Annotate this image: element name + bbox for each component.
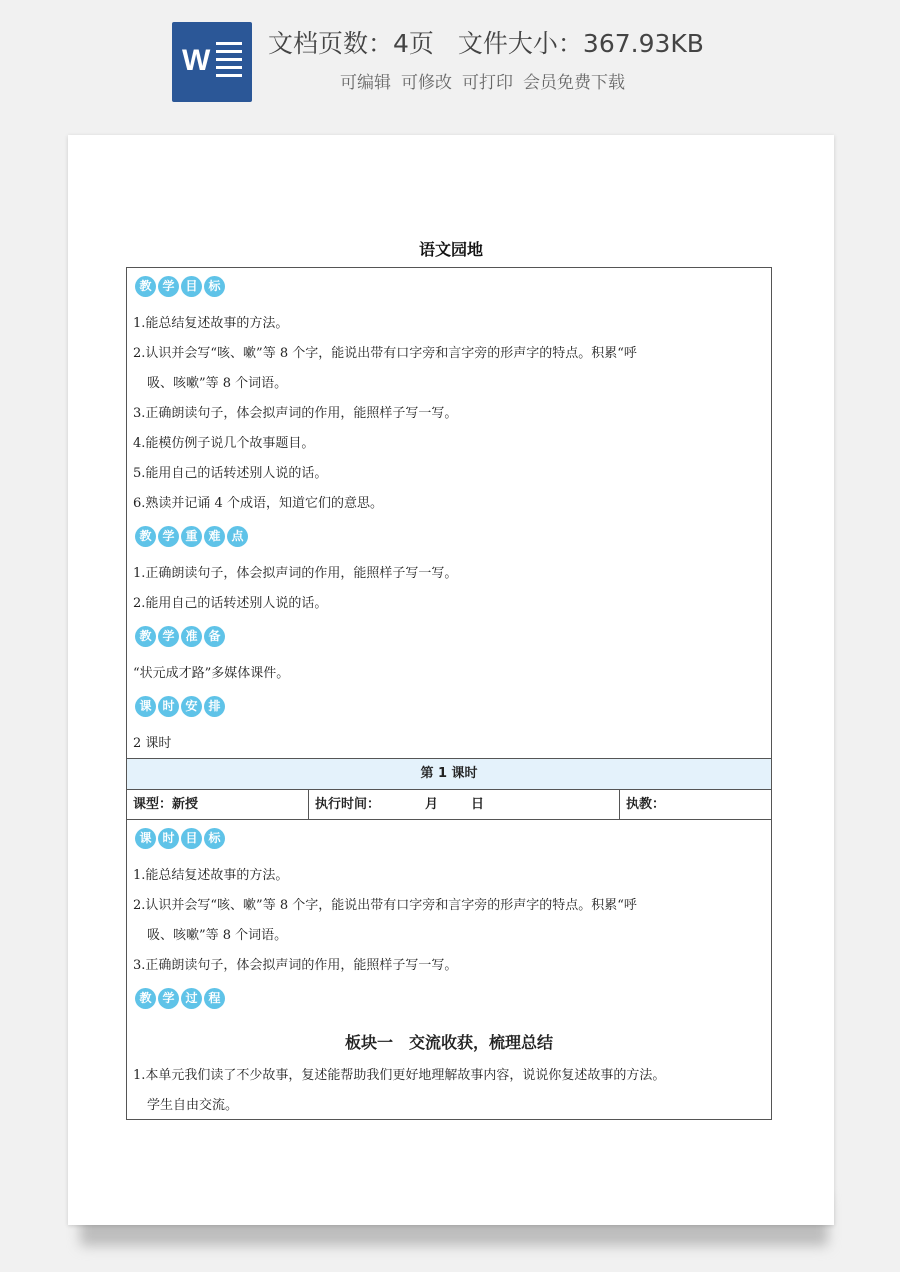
lesson-type: 课型：新授 <box>133 797 199 812</box>
word-icon <box>172 22 252 102</box>
section-key-points <box>135 526 250 547</box>
section-preparation <box>135 626 227 647</box>
preparation-text: “状元成才路”多媒体课件。 <box>133 666 290 681</box>
period-goal-line: 吸、咳嗽”等 8 个词语。 <box>147 928 288 943</box>
section-badge-char: 课 <box>135 828 156 849</box>
block-title: 板块一 交流收获，梳理总结 <box>344 1033 553 1052</box>
section-badge-char: 程 <box>204 988 225 1009</box>
lesson-table <box>126 267 772 1120</box>
document-page <box>68 135 834 1225</box>
feature-member-download: 会员免费下载 <box>523 73 625 93</box>
section-badge-char: 重 <box>181 526 202 547</box>
section-badge-char: 目 <box>181 276 202 297</box>
month-label: 月 <box>425 797 439 812</box>
section-badge-char: 安 <box>181 696 202 717</box>
section-badge-char: 过 <box>181 988 202 1009</box>
section-goals <box>135 276 227 297</box>
section-badge-char: 备 <box>204 626 225 647</box>
section-badge-char: 时 <box>158 828 179 849</box>
period-goal-line: 3.正确朗读句子，体会拟声词的作用，能照样子写一写。 <box>133 958 458 973</box>
section-badge-char: 点 <box>227 526 248 547</box>
download-header <box>0 0 900 118</box>
goal-line: 3.正确朗读句子，体会拟声词的作用，能照样子写一写。 <box>133 406 458 421</box>
section-badge-char: 教 <box>135 988 156 1009</box>
document-title: 语文园地 <box>418 240 483 259</box>
section-badge-char: 学 <box>158 526 179 547</box>
section-badge-char: 教 <box>135 526 156 547</box>
page-count: 文档页数：4页 <box>268 29 434 58</box>
section-badge-char: 学 <box>158 988 179 1009</box>
schedule-text: 2 课时 <box>133 736 172 751</box>
section-badge-char: 难 <box>204 526 225 547</box>
execution-time-label: 执行时间： <box>315 797 381 812</box>
block-text-line: 学生自由交流。 <box>147 1098 239 1113</box>
word-icon-letter: W <box>182 44 211 77</box>
section-badge-char: 目 <box>181 828 202 849</box>
section-badge-char: 排 <box>204 696 225 717</box>
key-point-line: 2.能用自己的话转述别人说的话。 <box>133 596 328 611</box>
feature-editable: 可编辑 <box>340 73 391 93</box>
section-badge-char: 标 <box>204 276 225 297</box>
goal-line: 2.认识并会写“咳、嗽”等 8 个字，能说出带有口字旁和言字旁的形声字的特点。积累“呼 <box>133 346 637 361</box>
feature-list <box>340 68 635 93</box>
goal-line: 6.熟读并记诵 4 个成语，知道它们的意思。 <box>133 496 383 511</box>
period-goal-line: 2.认识并会写“咳、嗽”等 8 个字，能说出带有口字旁和言字旁的形声字的特点。积累“呼 <box>133 898 637 913</box>
period-title: 第 1 课时 <box>127 759 771 789</box>
goal-line: 4.能模仿例子说几个故事题目。 <box>133 436 315 451</box>
lesson-info-row <box>127 790 771 819</box>
section-badge-char: 学 <box>158 626 179 647</box>
section-schedule <box>135 696 227 717</box>
section-badge-char: 课 <box>135 696 156 717</box>
section-process <box>135 988 227 1009</box>
divider <box>127 819 771 820</box>
file-size: 文件大小：367.93KB <box>457 29 704 58</box>
feature-printable: 可打印 <box>462 73 513 93</box>
section-period-goals <box>135 828 227 849</box>
period-goal-line: 1.能总结复述故事的方法。 <box>133 868 289 883</box>
key-point-line: 1.正确朗读句子，体会拟声词的作用，能照样子写一写。 <box>133 566 458 581</box>
section-badge-char: 时 <box>158 696 179 717</box>
goal-line: 5.能用自己的话转述别人说的话。 <box>133 466 328 481</box>
goal-line: 1.能总结复述故事的方法。 <box>133 316 289 331</box>
file-info <box>268 24 728 60</box>
section-badge-char: 教 <box>135 626 156 647</box>
day-label: 日 <box>471 797 485 812</box>
goal-line: 吸、咳嗽”等 8 个词语。 <box>147 376 288 391</box>
section-badge-char: 准 <box>181 626 202 647</box>
feature-modifiable: 可修改 <box>401 73 452 93</box>
block-text-line: 1.本单元我们读了不少故事，复述能帮助我们更好地理解故事内容，说说你复述故事的方法。 <box>133 1068 666 1083</box>
section-badge-char: 教 <box>135 276 156 297</box>
section-badge-char: 学 <box>158 276 179 297</box>
teacher-label: 执教： <box>626 797 666 812</box>
section-badge-char: 标 <box>204 828 225 849</box>
